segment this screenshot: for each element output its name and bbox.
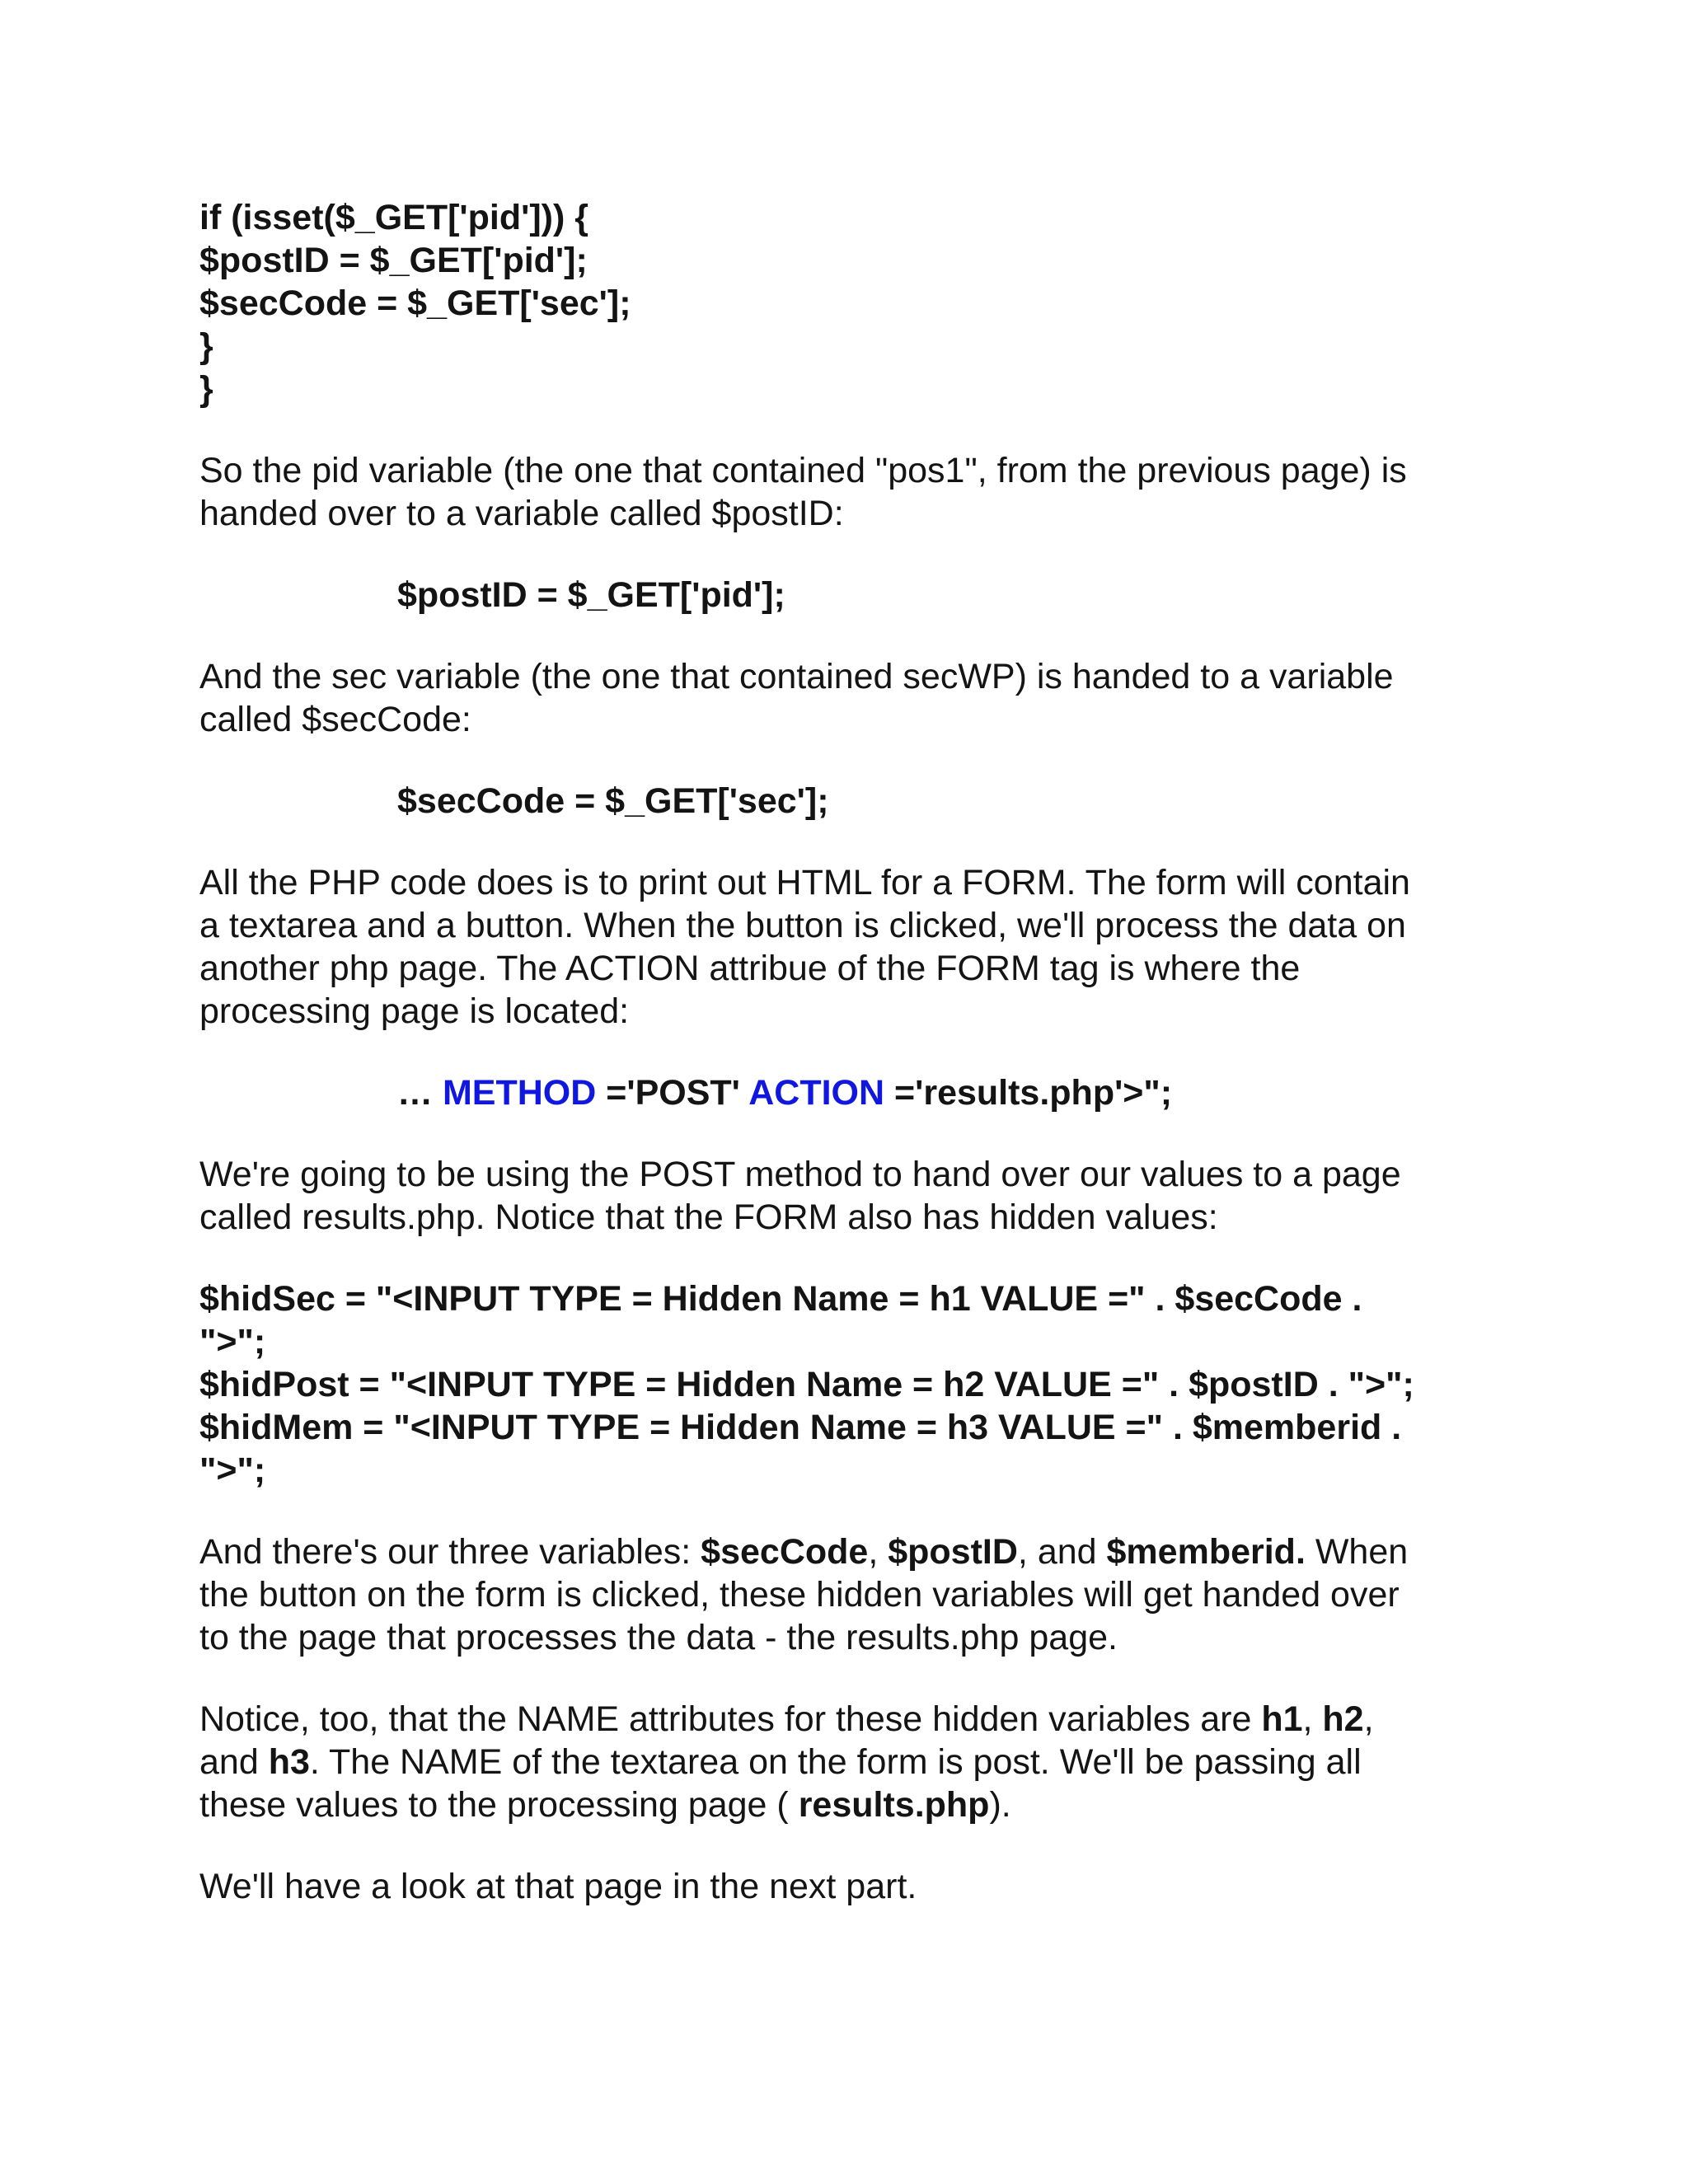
code-line: ">"; bbox=[199, 1451, 266, 1490]
paragraph-line: processing page is located: bbox=[199, 991, 630, 1031]
code-line: $hidMem = "<INPUT TYPE = Hidden Name = h3 VALUE =" . $memberid . bbox=[199, 1408, 1402, 1447]
bold-run: $postID bbox=[888, 1532, 1018, 1572]
code-seccode: $secCode = $_GET['sec']; bbox=[397, 781, 829, 821]
paragraph-line: handed over to a variable called $postID: bbox=[199, 494, 844, 533]
text-run: these values to the processing page ( bbox=[199, 1785, 799, 1825]
paragraph-line: All the PHP code does is to print out HTML for a FORM. The form will contain bbox=[199, 863, 1410, 902]
paragraph-line bbox=[199, 1783, 1502, 1826]
code-line: ">"; bbox=[199, 1322, 266, 1361]
text-run: . The NAME of the textarea on the form is post. We'll be passing all bbox=[309, 1742, 1362, 1782]
paragraph-three-variables bbox=[199, 1530, 1502, 1659]
text-run: When bbox=[1305, 1532, 1409, 1572]
paragraph-line: We're going to be using the POST method to hand over our values to a page bbox=[199, 1155, 1401, 1194]
paragraph-name-attributes bbox=[199, 1698, 1502, 1826]
paragraph-line: to the page that processes the data - the results.php page. bbox=[199, 1618, 1118, 1657]
text-run: , bbox=[868, 1532, 889, 1572]
bold-run: h1 bbox=[1261, 1699, 1303, 1739]
text-run: Notice, too, that the NAME attributes for these hidden variables are bbox=[199, 1699, 1262, 1739]
text-run: , and bbox=[1017, 1532, 1107, 1572]
text-run: and bbox=[199, 1742, 269, 1782]
bold-run: h2 bbox=[1322, 1699, 1364, 1739]
text-run: ). bbox=[989, 1785, 1011, 1825]
bold-run: $memberid. bbox=[1106, 1532, 1306, 1572]
paragraph-pid bbox=[199, 449, 1502, 535]
paragraph-line: called results.php. Notice that the FORM also has hidden values: bbox=[199, 1197, 1218, 1237]
code-line: $hidPost = "<INPUT TYPE = Hidden Name = h2 VALUE =" . $postID . ">"; bbox=[199, 1365, 1414, 1404]
paragraph-line: And the sec variable (the one that contained secWP) is handed to a variable bbox=[199, 657, 1394, 696]
text-run: , bbox=[1302, 1699, 1323, 1739]
paragraph-line: the button on the form is clicked, these hidden variables will get handed over bbox=[199, 1575, 1400, 1615]
bold-run: $secCode bbox=[701, 1532, 869, 1572]
keyword-action: ACTION bbox=[748, 1073, 885, 1113]
code-line: $hidSec = "<INPUT TYPE = Hidden Name = h1 VALUE =" . $secCode . bbox=[199, 1279, 1362, 1319]
bold-run: h3 bbox=[268, 1742, 310, 1782]
code-block-hidden bbox=[199, 1277, 1502, 1492]
code-line: } bbox=[199, 369, 213, 409]
text-run: And there's our three variables: bbox=[199, 1532, 701, 1572]
paragraph-line: a textarea and a button. When the button is clicked, we'll process the data on bbox=[199, 906, 1406, 945]
keyword-method: METHOD bbox=[442, 1073, 597, 1113]
paragraph-line: another php page. The ACTION attribue of the FORM tag is where the bbox=[199, 949, 1301, 988]
code-line: } bbox=[199, 326, 213, 366]
paragraph-line bbox=[199, 1741, 1502, 1783]
code-line: if (isset($_GET['pid'])) { bbox=[199, 198, 588, 237]
text-run: , bbox=[1363, 1699, 1374, 1739]
paragraph-line bbox=[199, 1698, 1502, 1741]
code-block-top bbox=[199, 196, 1502, 410]
paragraph-line bbox=[199, 1530, 1502, 1573]
code-mid: ='POST' bbox=[596, 1073, 749, 1113]
code-line: $secCode = $_GET['sec']; bbox=[199, 284, 631, 323]
code-suffix: ='results.php'>"; bbox=[884, 1073, 1173, 1113]
paragraph-post-method bbox=[199, 1153, 1502, 1239]
document-body bbox=[199, 196, 1502, 1908]
paragraph-line: So the pid variable (the one that contained "pos1", from the previous page) is bbox=[199, 451, 1407, 490]
code-prefix: … bbox=[397, 1073, 443, 1113]
code-line: $postID = $_GET['pid']; bbox=[199, 241, 588, 280]
paragraph-next-part: We'll have a look at that page in the next part. bbox=[199, 1867, 917, 1906]
code-method-action bbox=[199, 1071, 1502, 1114]
bold-run: results.php bbox=[798, 1785, 990, 1825]
code-postid: $postID = $_GET['pid']; bbox=[397, 575, 785, 615]
paragraph-line: called $secCode: bbox=[199, 700, 471, 739]
paragraph-sec bbox=[199, 655, 1502, 741]
paragraph-form bbox=[199, 861, 1502, 1033]
